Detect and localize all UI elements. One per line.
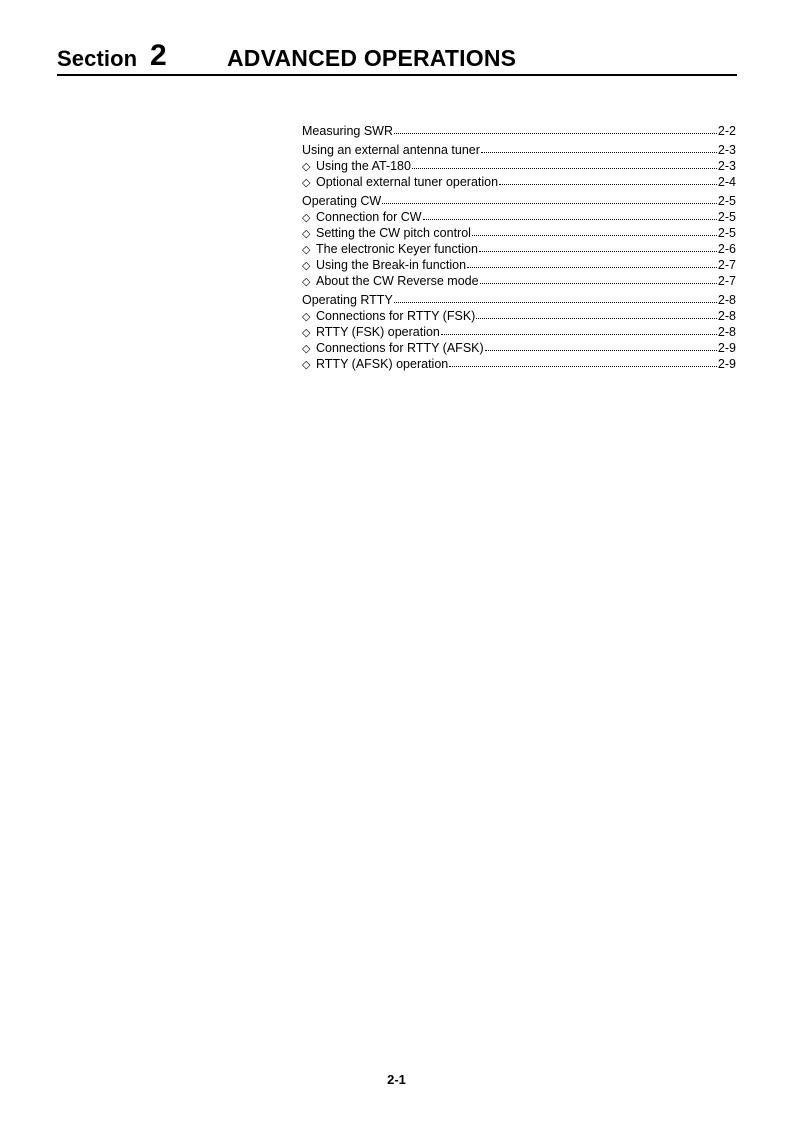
dot-leader — [394, 294, 717, 304]
dot-leader — [412, 160, 717, 170]
dot-leader — [382, 195, 717, 205]
toc-entry-page: 2-6 — [717, 242, 736, 256]
toc-group — [302, 193, 736, 289]
toc-entry-page: 2-7 — [717, 258, 736, 272]
dot-leader — [479, 243, 717, 253]
toc-entry-label: RTTY (FSK) operation — [316, 325, 440, 339]
toc-group — [302, 142, 736, 190]
toc-entry-label: Optional external tuner operation — [316, 175, 499, 189]
dot-leader — [423, 211, 717, 221]
section-header — [57, 40, 737, 76]
diamond-bullet-icon: ◇ — [302, 260, 311, 272]
toc-entry[interactable] — [302, 356, 736, 372]
toc-entry-page: 2-5 — [717, 226, 736, 240]
toc-entry-label: About the CW Reverse mode — [316, 274, 479, 288]
toc-entry-label: The electronic Keyer function — [316, 242, 478, 256]
toc-entry-label: Connection for CW — [316, 210, 422, 224]
toc-entry[interactable] — [302, 340, 736, 356]
toc-entry[interactable] — [302, 142, 736, 158]
dot-leader — [480, 275, 717, 285]
toc-entry[interactable] — [302, 209, 736, 225]
toc-entry-page: 2-9 — [717, 357, 736, 371]
diamond-bullet-icon: ◇ — [302, 228, 311, 240]
toc-entry-label: RTTY (AFSK) operation — [316, 357, 449, 371]
section-title: ADVANCED OPERATIONS — [227, 45, 517, 71]
toc-entry[interactable] — [302, 174, 736, 190]
toc-entry[interactable] — [302, 324, 736, 340]
toc-entry[interactable] — [302, 308, 736, 324]
toc-entry-page: 2-3 — [717, 143, 736, 157]
toc-entry-page: 2-3 — [717, 159, 736, 173]
toc-entry-page: 2-7 — [717, 274, 736, 288]
diamond-bullet-icon: ◇ — [302, 343, 311, 355]
diamond-bullet-icon: ◇ — [302, 327, 311, 339]
toc-entry-page: 2-5 — [717, 194, 736, 208]
dot-leader — [499, 176, 717, 186]
diamond-bullet-icon: ◇ — [302, 311, 311, 323]
page-number: 2-1 — [387, 1072, 406, 1087]
toc-entry[interactable] — [302, 273, 736, 289]
toc-entry-page: 2-8 — [717, 325, 736, 339]
table-of-contents — [302, 123, 736, 375]
section-label: Section — [57, 46, 138, 71]
toc-entry-label: Using the Break-in function — [316, 258, 467, 272]
toc-entry-label: Operating CW — [302, 194, 382, 208]
dot-leader — [481, 144, 717, 154]
toc-entry-page: 2-8 — [717, 293, 736, 307]
toc-entry-label: Operating RTTY — [302, 293, 393, 307]
diamond-bullet-icon: ◇ — [302, 212, 311, 224]
diamond-bullet-icon: ◇ — [302, 244, 311, 256]
dot-leader — [485, 342, 717, 352]
toc-entry-label: Connections for RTTY (FSK) — [316, 309, 476, 323]
toc-entry-page: 2-2 — [717, 124, 736, 138]
diamond-bullet-icon: ◇ — [302, 161, 311, 173]
toc-entry-label: Setting the CW pitch control — [316, 226, 471, 240]
dot-leader — [449, 358, 717, 368]
dot-leader — [394, 125, 717, 135]
section-number: 2 — [150, 39, 167, 72]
dot-leader — [476, 310, 717, 320]
dot-leader — [472, 227, 717, 237]
toc-entry[interactable] — [302, 257, 736, 273]
toc-entry[interactable] — [302, 158, 736, 174]
toc-entry[interactable] — [302, 241, 736, 257]
diamond-bullet-icon: ◇ — [302, 276, 311, 288]
toc-entry-label: Using an external antenna tuner — [302, 143, 480, 157]
toc-group — [302, 123, 736, 139]
toc-entry-page: 2-4 — [717, 175, 736, 189]
toc-entry-page: 2-9 — [717, 341, 736, 355]
toc-entry-page: 2-8 — [717, 309, 736, 323]
toc-group — [302, 292, 736, 372]
toc-entry-label: Using the AT-180 — [316, 159, 411, 173]
dot-leader — [441, 326, 717, 336]
toc-entry-label: Measuring SWR — [302, 124, 393, 138]
diamond-bullet-icon: ◇ — [302, 177, 311, 189]
toc-entry-page: 2-5 — [717, 210, 736, 224]
toc-entry[interactable] — [302, 225, 736, 241]
dot-leader — [467, 259, 717, 269]
toc-entry[interactable] — [302, 193, 736, 209]
diamond-bullet-icon: ◇ — [302, 359, 311, 371]
toc-entry[interactable] — [302, 292, 736, 308]
toc-entry-label: Connections for RTTY (AFSK) — [316, 341, 484, 355]
toc-entry[interactable] — [302, 123, 736, 139]
